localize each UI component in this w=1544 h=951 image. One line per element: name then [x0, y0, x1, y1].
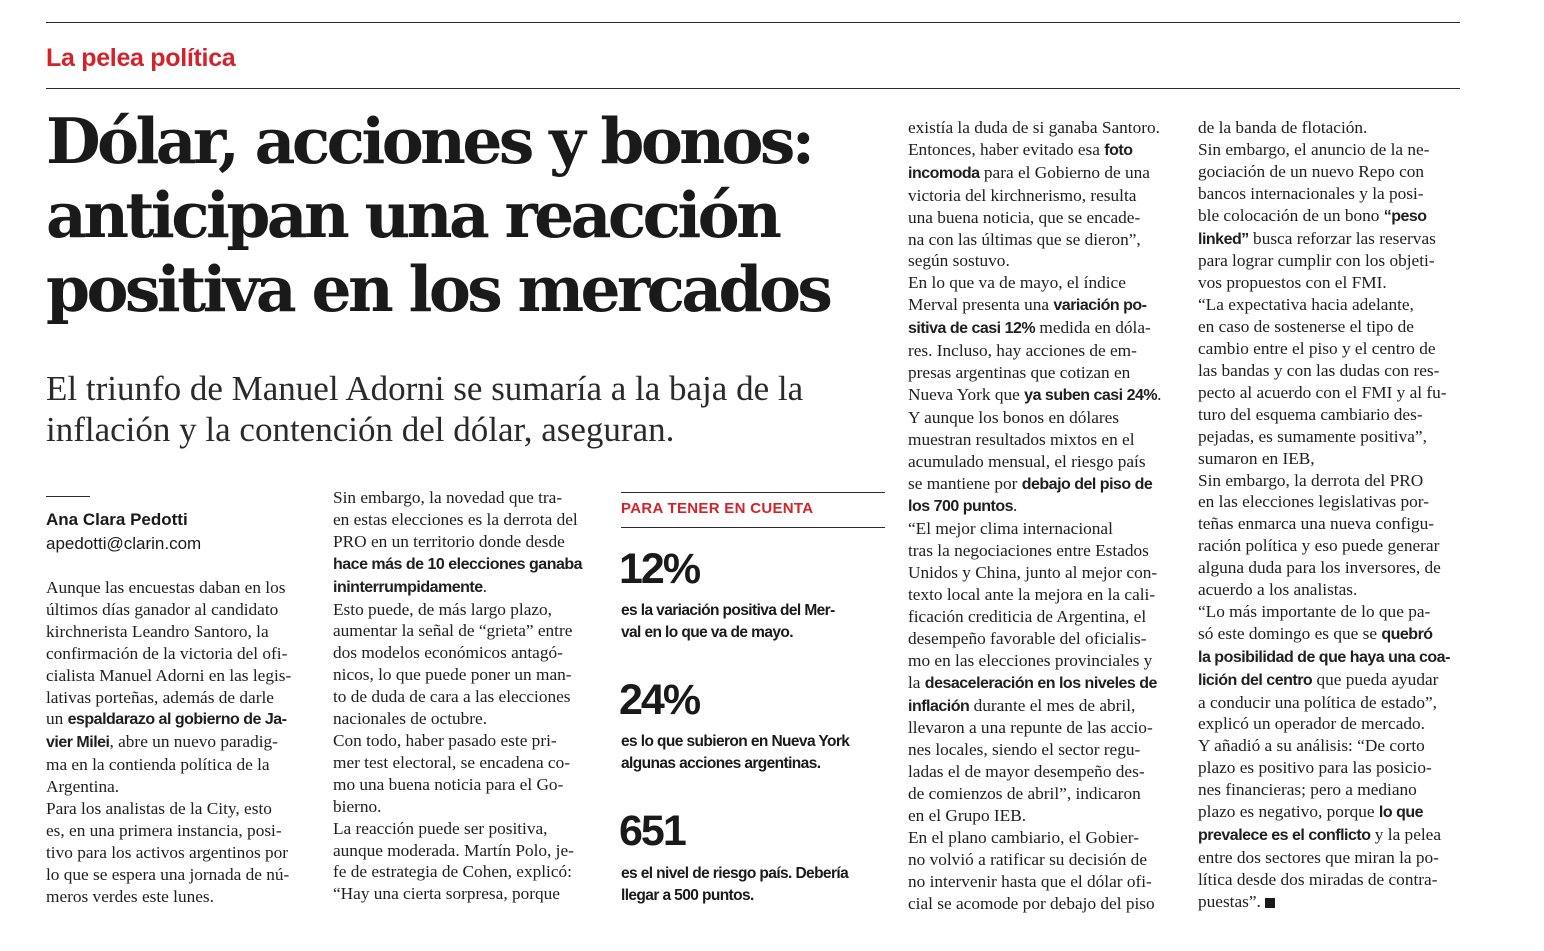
body-column-1	[46, 577, 312, 908]
box-heading-rule	[621, 527, 885, 528]
body-line: lativas porteñas, además de darle	[46, 687, 274, 707]
body-line: nes financieras; pero a mediano	[1198, 780, 1417, 800]
body-line: só este domingo es que se quebró	[1198, 623, 1433, 643]
body-line: “La expectativa hacia adelante,	[1198, 295, 1414, 315]
body-line: prevalece es el conflicto y la pelea	[1198, 825, 1442, 844]
body-line: nes locales, siendo el sector regu-	[908, 740, 1141, 760]
body-line: presas argentinas que cotizan en	[908, 362, 1131, 382]
body-line: a conducir una política de estado”,	[1198, 692, 1437, 712]
body-line: tras la negociaciones entre Estados	[908, 541, 1149, 561]
body-line: gociación de un nuevo Repo con	[1198, 161, 1425, 181]
body-line: teñas enmarca una nueva configu-	[1198, 514, 1435, 534]
stat-desc-line: es la variación positiva del Mer-	[621, 602, 835, 619]
box-top-rule	[621, 492, 885, 493]
body-line: Entonces, haber evitado esa foto	[908, 139, 1133, 159]
body-line: pecto al acuerdo con el FMI y al fu-	[1198, 382, 1447, 402]
body-line: Aunque las encuestas daban en los	[46, 578, 286, 597]
body-line: llevaron a una repunte de las accio-	[908, 718, 1153, 738]
body-line: plazo es positivo para las posicio-	[1198, 758, 1432, 778]
body-line: explicó un operador de mercado.	[1198, 714, 1425, 734]
body-line: En el plano cambiario, el Gobier-	[908, 828, 1139, 847]
box-heading: PARA TENER EN CUENTA	[621, 500, 814, 517]
body-line: La reacción puede ser positiva,	[333, 818, 548, 838]
body-line: hace más de 10 elecciones ganaba	[333, 555, 583, 573]
body-line: “Lo más importante de lo que pa-	[1198, 601, 1431, 621]
body-line: puestas”.	[1198, 891, 1464, 913]
body-line: Nueva York que ya suben casi 24%.	[908, 384, 1162, 404]
body-line: pejadas, es sumamente positiva”,	[1198, 426, 1427, 446]
body-line: se mantiene por debajo del piso de	[908, 473, 1153, 493]
stat-description	[621, 600, 891, 644]
body-line: Sin embargo, la derrota del PRO	[1198, 470, 1424, 490]
body-line: bancos internacionales y la posi-	[1198, 183, 1424, 203]
body-line: inflación durante el mes de abril,	[908, 695, 1136, 715]
body-line: Para los analistas de la City, esto	[46, 799, 272, 819]
body-line: dos modelos económicos antagó-	[333, 643, 563, 663]
stat-value: 24%	[619, 676, 700, 724]
body-line: Unidos y China, junto al mejor con-	[908, 563, 1158, 583]
body-line: Merval presenta una variación po-	[908, 295, 1147, 315]
body-line: Argentina.	[46, 777, 120, 797]
stat-description	[621, 863, 891, 907]
stat-value: 651	[619, 807, 685, 855]
body-line: res. Incluso, hay acciones de em-	[908, 341, 1137, 361]
body-line: tivo para los activos argentinos por	[46, 842, 289, 862]
body-line: Y añadió a su análisis: “De corto	[1198, 736, 1425, 756]
stat-value: 12%	[619, 545, 700, 593]
body-line: lítica desde dos miradas de contra-	[1198, 869, 1438, 889]
body-line: PRO en un territorio donde desde	[333, 531, 565, 551]
body-line: vier Milei, abre un nuevo paradig-	[46, 732, 278, 752]
body-line: ma en la contienda política de la	[46, 755, 270, 775]
body-line: Esto puede, de más largo plazo,	[333, 599, 552, 619]
body-line: fe de estrategia de Cohen, explicó:	[333, 862, 572, 882]
body-line: últimos días ganador al candidato	[46, 599, 279, 619]
end-mark-icon	[1265, 898, 1275, 908]
body-line: ble colocación de un bono “peso	[1198, 205, 1427, 225]
body-line: texto local ante la mejora en la cali-	[908, 585, 1156, 605]
body-line: un espaldarazo al gobierno de Ja-	[46, 709, 287, 729]
section-label: La pelea política	[46, 44, 236, 72]
body-line: nicos, lo que puede poner un man-	[333, 665, 572, 685]
byline-rule	[46, 496, 90, 497]
body-line: no intervenir hasta que el dólar ofi-	[908, 871, 1152, 891]
body-line: meros verdes este lunes.	[46, 886, 214, 906]
body-line: turo del esquema cambiario des-	[1198, 404, 1423, 424]
body-line: incomoda para el Gobierno de una	[908, 162, 1150, 182]
deck-line: inflación y la contención del dólar, aseguran.	[46, 410, 675, 449]
body-line: entre dos sectores que miran la po-	[1198, 847, 1439, 867]
body-line: kirchnerista Leandro Santoro, la	[46, 621, 269, 641]
stat-description	[621, 731, 891, 775]
stat-desc-line: es lo que subieron en Nueva York	[621, 733, 850, 750]
body-line: na con las últimas que se dieron”,	[908, 229, 1141, 249]
headline-line: positiva en los mercados	[46, 252, 830, 326]
body-line: sumaron en IEB,	[1198, 448, 1315, 468]
body-line: “El mejor clima internacional	[908, 519, 1113, 539]
body-line: alguna duda para los inversores, de	[1198, 558, 1441, 578]
body-line: bierno.	[333, 796, 382, 816]
body-line: Con todo, haber pasado este pri-	[333, 730, 557, 750]
body-line: de comienzos de abril”, indicaron	[908, 784, 1141, 804]
body-line: lición del centro que pueda ayudar	[1198, 669, 1439, 689]
body-column-2	[333, 487, 599, 905]
stat-desc-line: algunas acciones argentinas.	[621, 755, 821, 772]
author-email: apedotti@clarin.com	[46, 534, 202, 553]
stat-desc-line: llegar a 500 puntos.	[621, 887, 754, 904]
body-line: los 700 puntos.	[908, 496, 1018, 516]
body-line: es, en una primera instancia, posi-	[46, 820, 282, 840]
body-line: ficación crediticia de Argentina, el	[908, 606, 1147, 626]
body-line: muestran resultados mixtos en el	[908, 429, 1135, 449]
body-line: linked” busca reforzar las reservas	[1198, 228, 1436, 248]
stat-desc-line: val en lo que va de mayo.	[621, 624, 793, 641]
body-column-5	[1198, 117, 1464, 913]
body-line: acuerdo a los analistas.	[1198, 580, 1358, 600]
body-line: cambio entre el piso y el centro de	[1198, 339, 1436, 359]
body-line: ración política y eso puede generar	[1198, 536, 1440, 556]
body-line: mo una buena noticia para el Go-	[333, 774, 564, 794]
body-line: Y aunque los bonos en dólares	[908, 407, 1120, 427]
body-line: aunque moderada. Martín Polo, je-	[333, 840, 574, 860]
body-line: Sin embargo, la novedad que tra-	[333, 488, 563, 507]
body-line: no volvió a ratificar su decisión de	[908, 849, 1147, 869]
deck-subtitle	[46, 368, 866, 450]
body-line: aumentar la señal de “grieta” entre	[333, 621, 573, 641]
body-line: En lo que va de mayo, el índice	[908, 273, 1126, 293]
section-rule	[46, 88, 1460, 89]
body-line: según sostuvo.	[908, 251, 1010, 271]
body-line: “Hay una cierta sorpresa, porque	[333, 884, 560, 904]
body-line: en caso de sostenerse el tipo de	[1198, 317, 1414, 337]
body-line: sitiva de casi 12% medida en dóla-	[908, 318, 1151, 338]
body-line: lo que se espera una jornada de nú-	[46, 864, 290, 884]
body-line: desempeño favorable del oficialis-	[908, 628, 1147, 648]
body-line: en el Grupo IEB.	[908, 806, 1027, 826]
body-line: ladas el de mayor desempeño des-	[908, 762, 1145, 782]
body-line: cial se acomode por debajo del piso	[908, 893, 1155, 913]
headline	[46, 104, 896, 326]
body-column-4	[908, 117, 1178, 915]
body-line: mer test electoral, se encadena co-	[333, 752, 571, 772]
deck-line: El triunfo de Manuel Adorni se sumaría a la baja de la	[46, 369, 804, 408]
top-rule	[46, 22, 1460, 23]
body-line: acumulado mensual, el riesgo país	[908, 451, 1146, 471]
body-line: las bandas y con las dudas con res-	[1198, 360, 1440, 380]
body-line: confirmación de la victoria del ofi-	[46, 643, 288, 663]
body-line: la desaceleración en los niveles de	[908, 672, 1157, 692]
headline-line: anticipan una reacción	[46, 178, 779, 252]
body-line: para lograr cumplir con los objeti-	[1198, 251, 1435, 271]
body-line: una buena noticia, que se encade-	[908, 207, 1141, 227]
body-line: en estas elecciones es la derrota del	[333, 509, 578, 529]
body-line: cialista Manuel Adorni en las legis-	[46, 665, 292, 685]
body-line: Sin embargo, el anuncio de la ne-	[1198, 139, 1430, 159]
body-line: to de duda de cara a las elecciones	[333, 687, 571, 707]
author-name: Ana Clara Pedotti	[46, 510, 188, 529]
body-line: de la banda de flotación.	[1198, 118, 1368, 137]
body-line: existía la duda de si ganaba Santoro.	[908, 118, 1160, 137]
body-line: vos propuestos con el FMI.	[1198, 273, 1387, 293]
body-line: plazo es negativo, porque lo que	[1198, 802, 1424, 822]
body-line: en las elecciones legislativas por-	[1198, 492, 1429, 512]
body-line: la posibilidad de que haya una coa-	[1198, 648, 1450, 666]
headline-line: Dólar, acciones y bonos:	[46, 104, 812, 178]
stat-desc-line: es el nivel de riesgo país. Debería	[621, 865, 849, 882]
body-line: ininterrumpidamente.	[333, 576, 487, 596]
body-line: mo en las elecciones provinciales y	[908, 650, 1153, 670]
body-line: victoria del kirchnerismo, resulta	[908, 185, 1137, 205]
body-line: nacionales de octubre.	[333, 709, 488, 729]
